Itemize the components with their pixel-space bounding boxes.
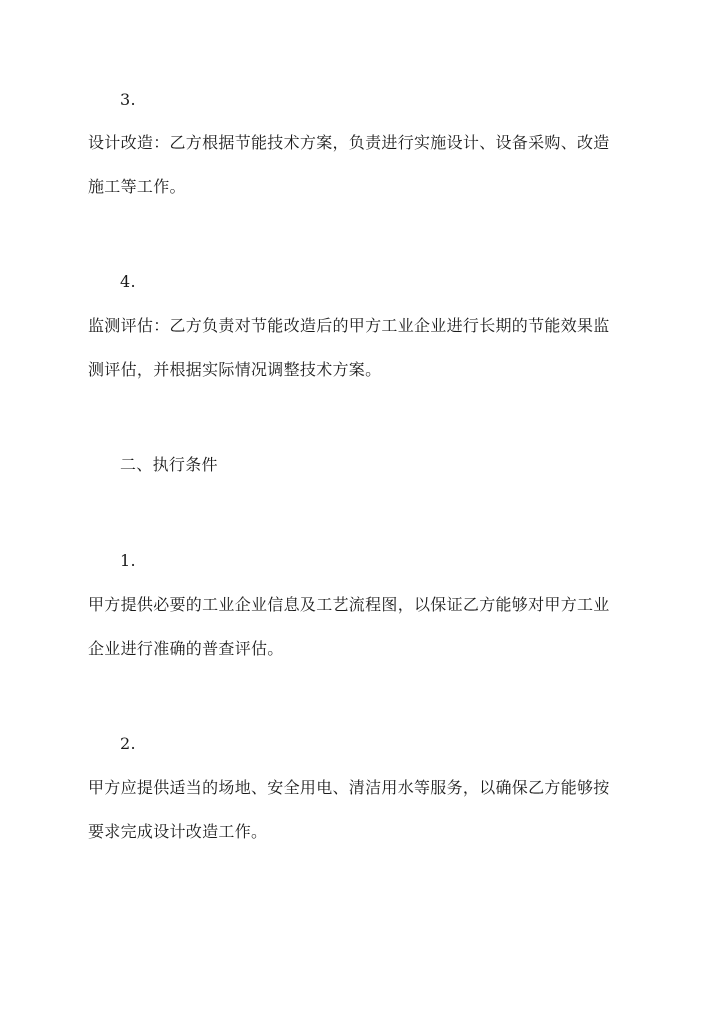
item-4-number: 4. [120,272,136,291]
item-3-text-line-2: 施工等工作。 [88,177,186,196]
item-3-text-line-1: 设计改造：乙方根据节能技术方案，负责进行实施设计、设备采购、改造 [88,133,610,152]
section-heading-execution-conditions: 二、执行条件 [120,455,218,474]
condition-2-text-line-1: 甲方应提供适当的场地、安全用电、清洁用水等服务，以确保乙方能够按 [88,778,610,797]
condition-2-number: 2. [120,734,136,753]
condition-2-text-line-2: 要求完成设计改造工作。 [88,822,268,841]
condition-1-text-line-2: 企业进行准确的普查评估。 [88,639,284,658]
item-4-text-line-1: 监测评估：乙方负责对节能改造后的甲方工业企业进行长期的节能效果监 [88,316,610,335]
item-4-text-line-2: 测评估，并根据实际情况调整技术方案。 [88,360,382,379]
condition-1-text-line-1: 甲方提供必要的工业企业信息及工艺流程图，以保证乙方能够对甲方工业 [88,595,610,614]
item-3-number: 3. [120,90,136,109]
condition-1-number: 1. [120,551,136,570]
